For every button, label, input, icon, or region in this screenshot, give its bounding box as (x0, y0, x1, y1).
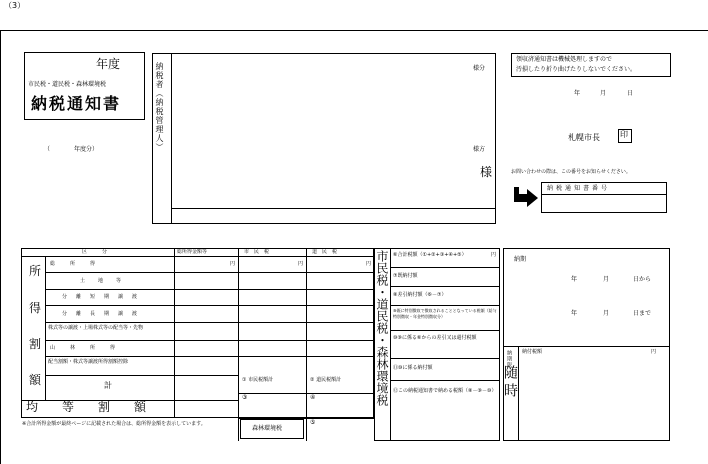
col-header-income: 総所得金額等 (177, 249, 208, 255)
period-from: 日から (633, 276, 652, 283)
summary-vertical-label: 市民税・道民税・森林環境税 (375, 250, 389, 406)
period-from-month: 月 (603, 276, 610, 283)
summary-row-1: ⑦既納付額 (393, 273, 418, 279)
circle-5: ⑤ (310, 419, 316, 426)
yen-unit-1: 円 (230, 261, 236, 267)
special-unit: 円 (651, 349, 657, 355)
footnote: ※合計所得金額が最終ページに記載された場合は、総所得金額を表示しています。 (22, 421, 206, 427)
row-label-1: 土 地 等 (80, 278, 126, 284)
per-capita-label: 均 等 割 額 (26, 400, 153, 414)
summary-row-2: ⑧差引納付額（⑥－⑦） (393, 292, 447, 298)
forest-tax-label: 森林環境税 (252, 425, 283, 432)
taxpayer-dono-mid: 様方 (473, 146, 486, 153)
year-label: 年度 (96, 57, 121, 71)
yen-unit-2: 円 (298, 261, 304, 267)
row-label-2: 分 離 短 期 譲 渡 (62, 294, 140, 300)
arrow-icon (511, 185, 541, 211)
summary-row-0: ⑥合計税額（①+②+③+④+⑤） (393, 252, 467, 258)
period-to-year: 年 (571, 310, 578, 317)
total-label: 計 (104, 381, 112, 390)
side-label-2: 得 (29, 301, 42, 315)
col-header-pref-tax: 道 民 税 (312, 249, 338, 255)
circle-3: ③ (242, 394, 248, 401)
period-to: 日まで (633, 310, 652, 317)
page-label: （3） (4, 1, 26, 10)
notice-number-label: 納税通知書番号 (547, 185, 611, 192)
taxpayer-box (152, 53, 496, 224)
side-label-4: 額 (29, 373, 42, 387)
side-label-1: 所 (29, 264, 42, 278)
summary-row-3: ⑨既に特別徴収で徴収されることとなっている税額（給与特別徴収・年金特別徴収分） (393, 308, 497, 319)
mayor-label: 札幌市長 (568, 133, 600, 142)
circle-4: ④ (310, 394, 316, 401)
special-amount-label: 納付税額 (522, 349, 543, 355)
row-label-0: 総 所 得 (50, 261, 101, 267)
row-label-5: 山 林 所 得 (50, 345, 121, 351)
summary-row-6: ⑫この納税通知書で納める税額（⑧－⑨－⑩） (393, 388, 497, 394)
taxpayer-dono-top: 様分 (473, 65, 486, 72)
special-sub-label: 納期限 (506, 350, 512, 368)
summary-row-5: ⑪⑩に係る納付額 (393, 365, 433, 371)
summary-row-4: ⑩⑨に係る⑥からの差引又は還付税額 (393, 335, 477, 341)
issue-date-month: 月 (600, 90, 607, 97)
special-label: 随時 (502, 365, 518, 401)
row-label-4: 株式等の譲渡・上場株式等の配当等・先物 (48, 325, 144, 331)
side-label-3: 割 (29, 337, 42, 351)
seal-mark: 印 (620, 130, 628, 139)
col-header-category: 区 分 (82, 249, 108, 255)
yen-unit-3: 円 (366, 261, 372, 267)
year-portion: （ 年度分） (44, 146, 99, 153)
issue-date-day: 日 (627, 90, 634, 97)
city-tax-total: ① 市民税額計 (242, 377, 274, 383)
period-from-year: 年 (571, 276, 578, 283)
period-to-month: 月 (603, 310, 610, 317)
col-header-city-tax: 市 民 税 (244, 249, 270, 255)
pref-tax-total: ② 道民税額計 (310, 377, 342, 383)
taxpayer-label: 納税者（納税管理人） (155, 62, 164, 152)
issue-date-year: 年 (574, 90, 581, 97)
tax-names: 市民税・道民税・森林環境税 (28, 81, 107, 88)
inquiry-note: お問い合わせの際は、この番号をお知らせください。 (511, 169, 631, 175)
period-label: 納期 (514, 256, 527, 263)
row-label-3: 分 離 長 期 譲 渡 (62, 311, 140, 317)
taxpayer-sama: 様 (480, 165, 493, 179)
row-label-6: 配当割額・株式等譲渡所得割額控除 (48, 359, 129, 365)
document-title: 納税通知書 (31, 94, 122, 113)
summary-unit: 円 (491, 252, 497, 258)
